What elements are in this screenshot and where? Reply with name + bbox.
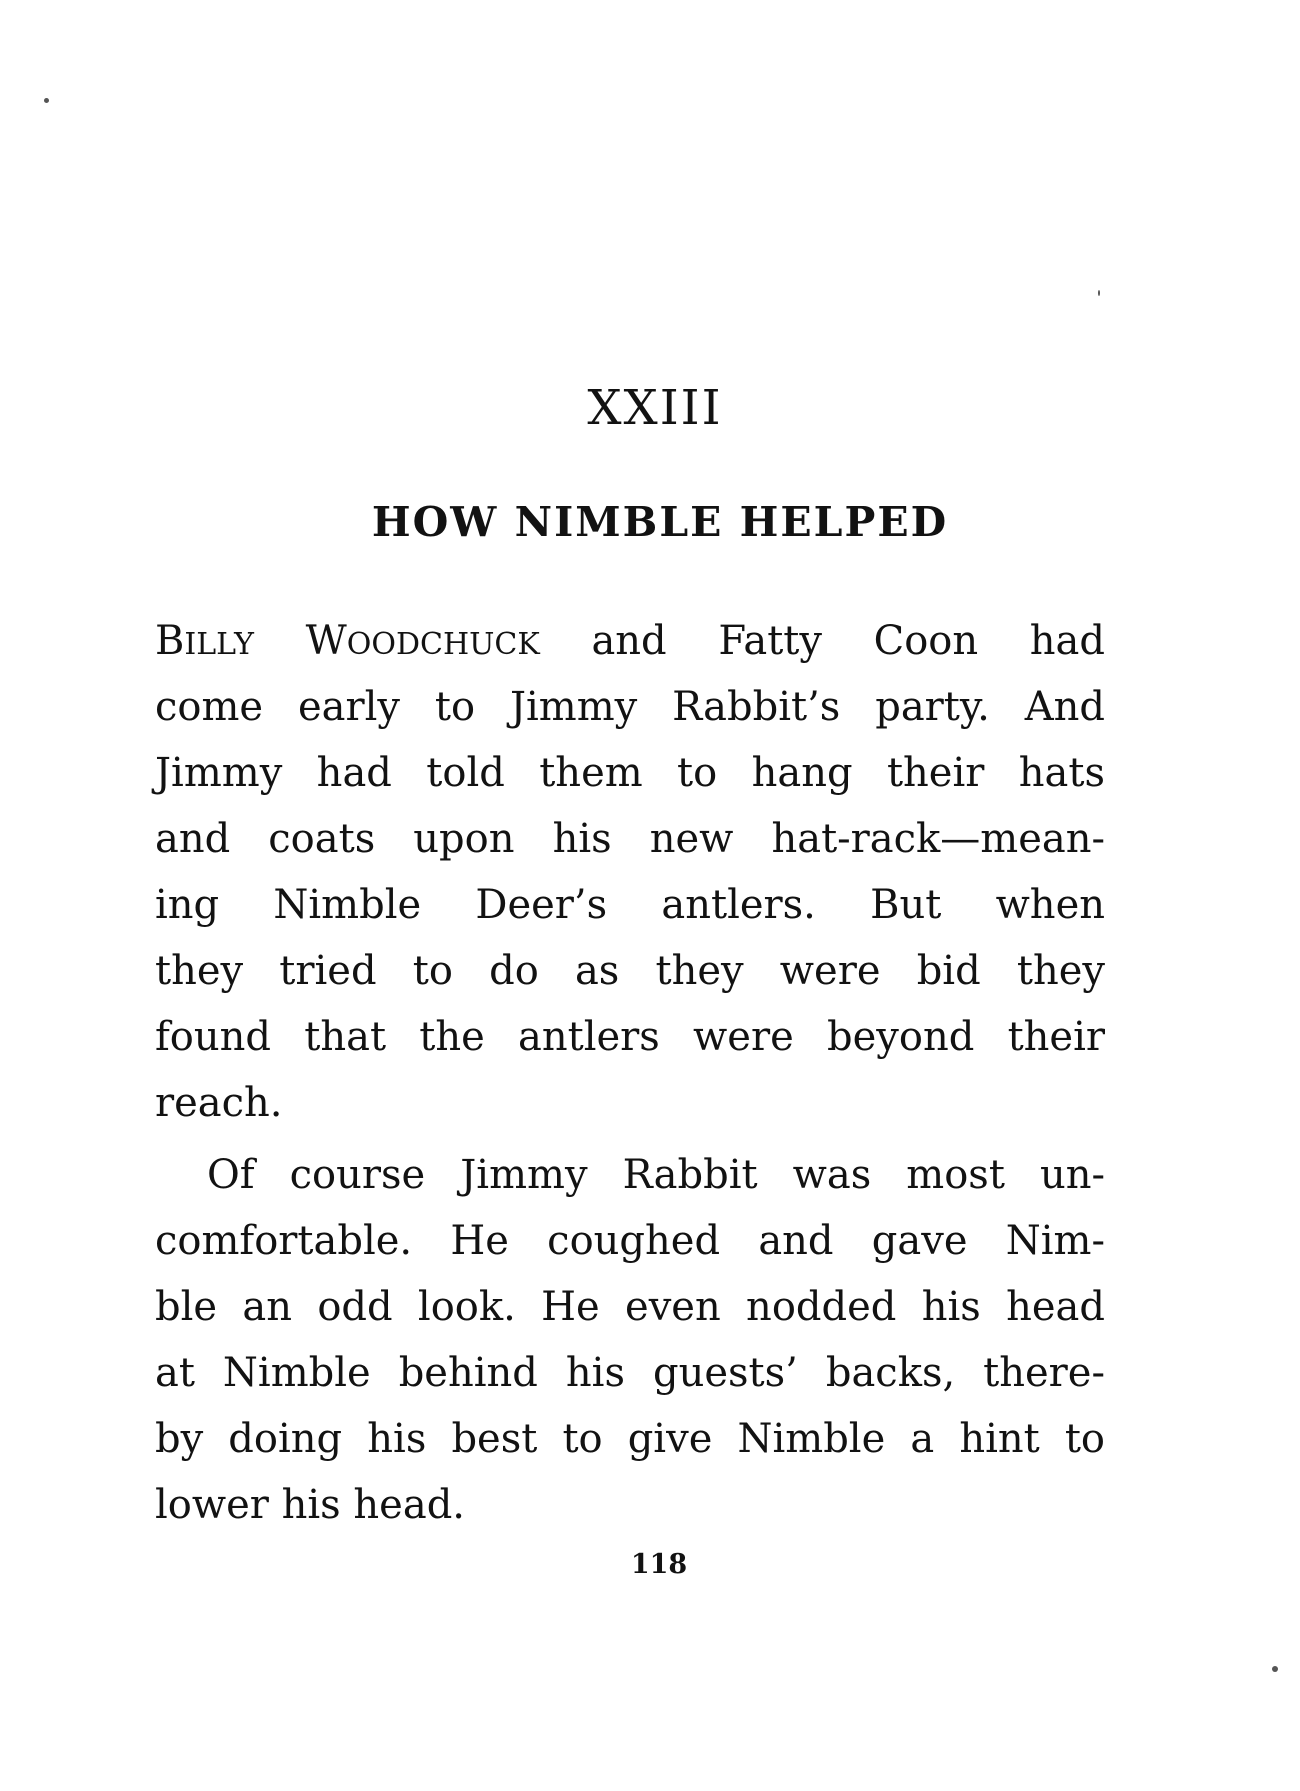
- text-line: Jimmy had told them to hang their hats: [155, 750, 1105, 796]
- paragraph: [155, 608, 1105, 1136]
- text-line: BILLY WOODCHUCK and Fatty Coon had: [155, 618, 1105, 664]
- text-line: and coats upon his new hat-rack—mean-: [155, 816, 1105, 862]
- text-line: Of course Jimmy Rabbit was most un-: [207, 1152, 1105, 1198]
- text-line: comfortable. He coughed and gave Nim-: [155, 1218, 1105, 1264]
- text-line: at Nimble behind his guests’ backs, there-: [155, 1350, 1105, 1396]
- text-line: they tried to do as they were bid they: [155, 948, 1105, 994]
- text-line: come early to Jimmy Rabbit’s party. And: [155, 684, 1105, 730]
- page-number: 118: [630, 1549, 688, 1580]
- body-text: [155, 608, 1105, 1538]
- paragraph: [155, 1142, 1105, 1538]
- chapter-title: HOW NIMBLE HELPED: [371, 498, 949, 546]
- text-line: reach.: [155, 1080, 283, 1126]
- text-line: ing Nimble Deer’s antlers. But when: [155, 882, 1105, 928]
- text-line: found that the antlers were beyond their: [155, 1014, 1105, 1060]
- scan-speck: [1098, 290, 1100, 296]
- lead-in-small-caps: BILLY WOODCHUCK: [155, 618, 540, 664]
- text-line: by doing his best to give Nimble a hint to: [155, 1416, 1105, 1462]
- scan-speck: [1272, 1666, 1278, 1672]
- text-line: lower his head.: [155, 1482, 466, 1528]
- scan-speck: [44, 98, 49, 103]
- text-line: ble an odd look. He even nodded his head: [155, 1284, 1105, 1330]
- chapter-number: XXIII: [587, 380, 723, 436]
